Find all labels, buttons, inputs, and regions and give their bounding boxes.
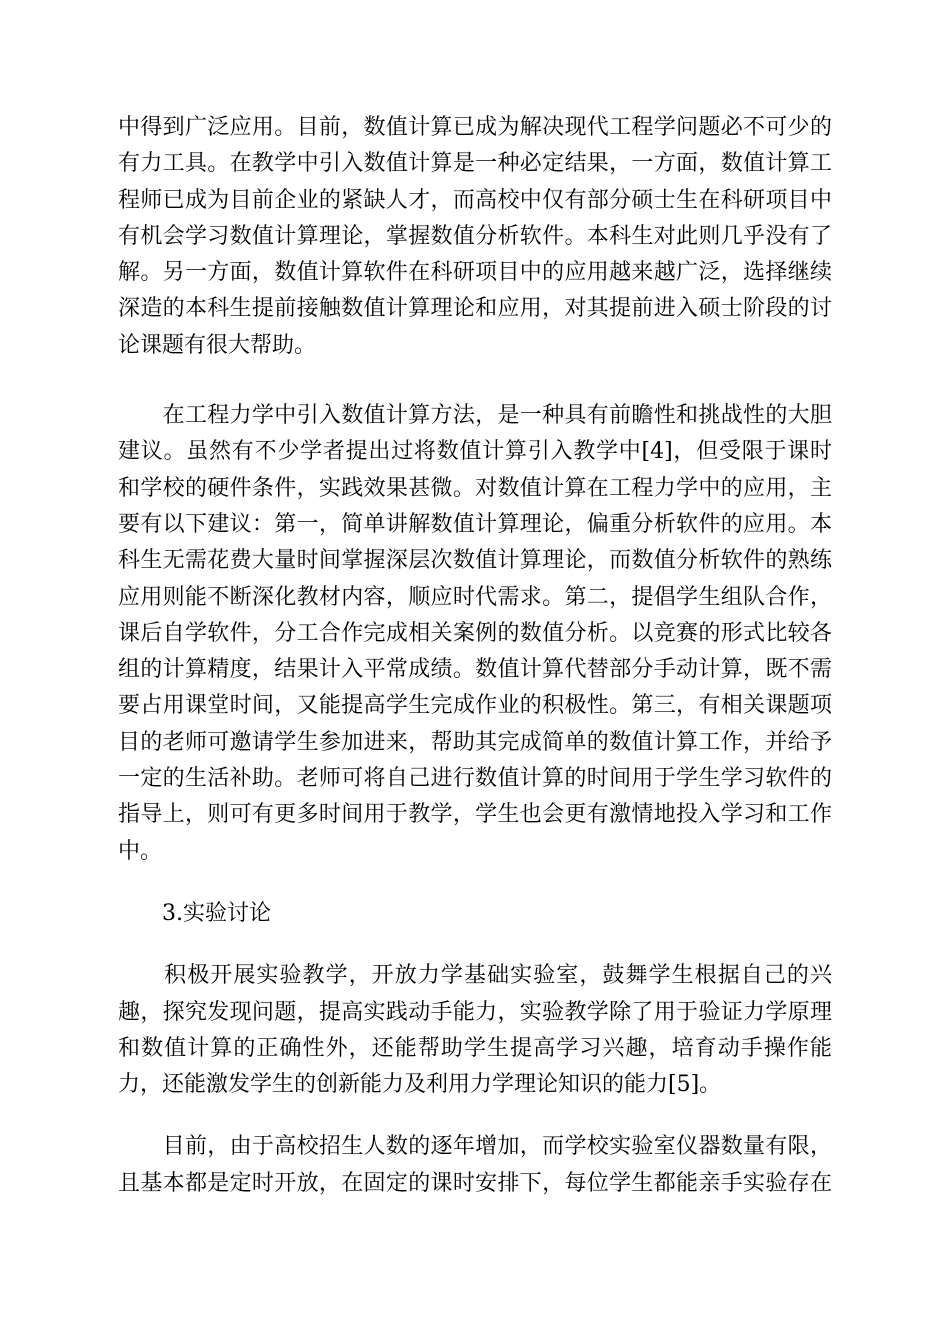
- text-line: 一定的生活补助。老师可将自己进行数值计算的时间用于学生学习软件的: [118, 766, 832, 792]
- text-line: 深造的本科生提前接触数值计算理论和应用，对其提前进入硕士阶段的讨: [118, 296, 832, 322]
- section-heading-text: 3.实验讨论: [118, 900, 271, 926]
- text-line: 积极开展实验教学，开放力学基础实验室，鼓舞学生根据自己的兴: [118, 963, 832, 989]
- text-line: 有力工具。在教学中引入数值计算是一种必定结果，一方面，数值计算工: [118, 151, 832, 177]
- text-line: 论课题有很大帮助。: [118, 332, 317, 358]
- text-line: 在工程力学中引入数值计算方法，是一种具有前瞻性和挑战性的大胆: [118, 403, 832, 429]
- paragraph-gap: [118, 870, 832, 896]
- text-line: 趣，探究发现问题，提高实践动手能力，实验教学除了用于验证力学原理: [118, 999, 832, 1025]
- text-line: 中得到广泛应用。目前，数值计算已成为解决现代工程学问题必不可少的: [118, 115, 832, 140]
- section-heading: [118, 896, 832, 932]
- text-line: 且基本都是定时开放，在固定的课时安排下，每位学生都能亲手实验存在: [118, 1170, 832, 1196]
- text-line: 指导上，则可有更多时间用于教学，学生也会更有激情地投入学习和工作: [118, 802, 832, 828]
- text-line: 应用则能不断深化教材内容，顺应时代需求。第二，提倡学生组队合作，: [118, 584, 832, 610]
- paragraph-4: [118, 1129, 832, 1202]
- body-text: [118, 110, 832, 1202]
- text-line: 要有以下建议：第一，简单讲解数值计算理论，偏重分析软件的应用。本: [118, 511, 832, 537]
- paragraph-gap: [118, 364, 832, 398]
- paragraph-1: [118, 110, 832, 364]
- text-line: 解。另一方面，数值计算软件在科研项目中的应用越来越广泛，选择继续: [118, 260, 832, 286]
- text-line: 要占用课堂时间，又能提高学生完成作业的积极性。第三，有相关课题项: [118, 693, 832, 719]
- text-line: 课后自学软件，分工合作完成相关案例的数值分析。以竞赛的形式比较各: [118, 620, 832, 646]
- text-line: 科生无需花费大量时间掌握深层次数值计算理论，而数值分析软件的熟练: [118, 548, 832, 574]
- text-line: 建议。虽然有不少学者提出过将数值计算引入教学中[4]，但受限于课时: [118, 439, 832, 465]
- text-line: 有机会学习数值计算理论，掌握数值分析软件。本科生对此则几乎没有了: [118, 223, 832, 249]
- paragraph-gap: [118, 1103, 832, 1129]
- text-line: 中。: [118, 838, 163, 864]
- text-line: 和数值计算的正确性外，还能帮助学生提高学习兴趣，培育动手操作能: [118, 1035, 832, 1061]
- text-line: 组的计算精度，结果计入平常成绩。数值计算代替部分手动计算，既不需: [118, 657, 832, 683]
- text-line: 程师已成为目前企业的紧缺人才，而高校中仅有部分硕士生在科研项目中: [118, 187, 832, 213]
- text-line: 力，还能激发学生的创新能力及利用力学理论知识的能力[5]。: [118, 1072, 722, 1098]
- paragraph-gap: [118, 932, 832, 958]
- paragraph-2: [118, 398, 832, 870]
- text-line: 目的老师可邀请学生参加进来，帮助其完成简单的数值计算工作，并给予: [118, 729, 832, 755]
- paragraph-3: [118, 958, 832, 1103]
- text-line: 和学校的硬件条件，实践效果甚微。对数值计算在工程力学中的应用，主: [118, 475, 832, 501]
- text-line: 目前，由于高校招生人数的逐年增加，而学校实验室仪器数量有限，: [118, 1134, 832, 1160]
